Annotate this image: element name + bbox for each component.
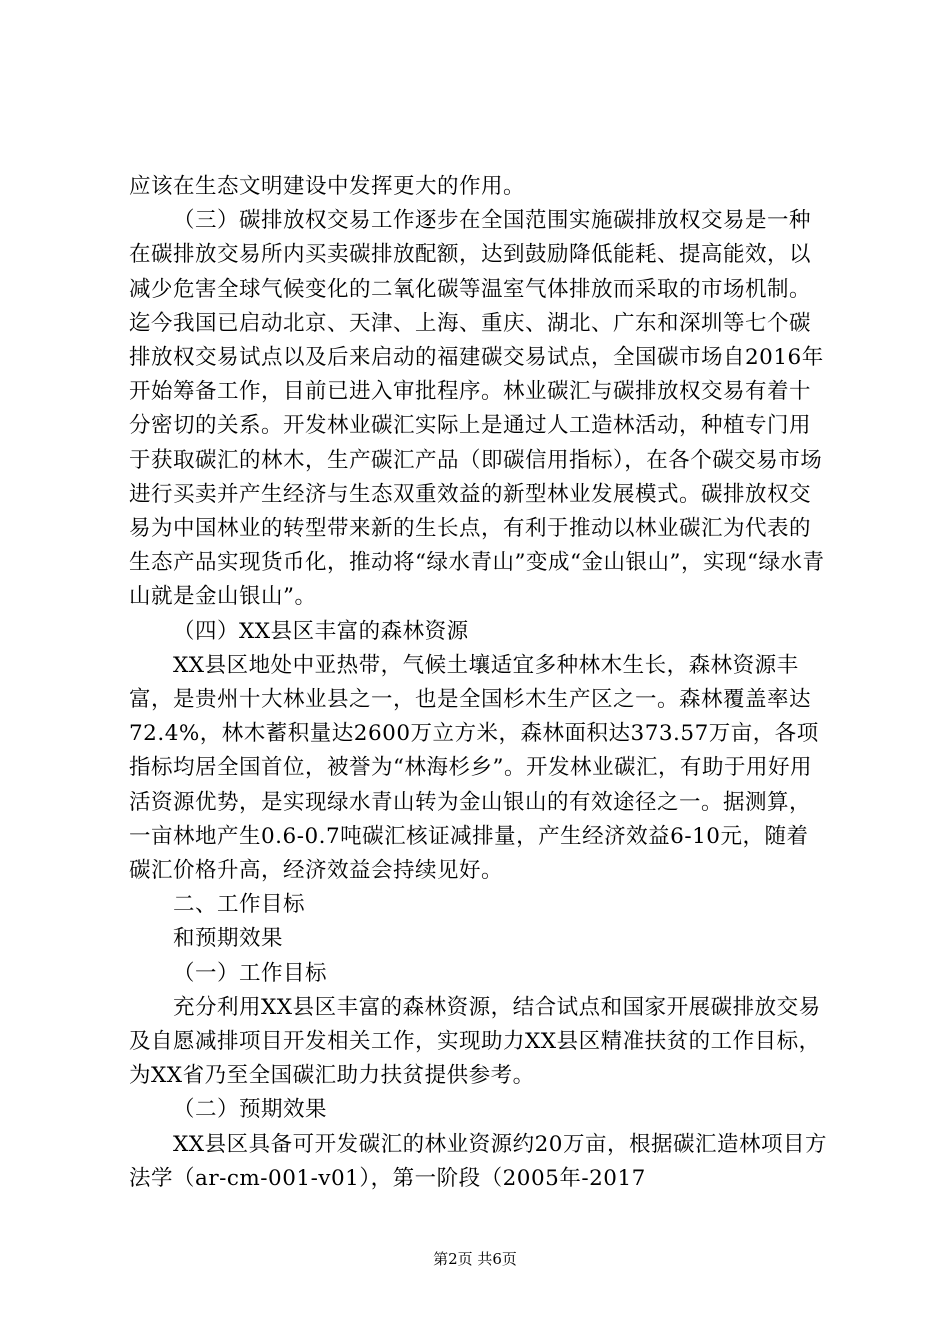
paragraph-forest-resources: XX县区地处中亚热带，气候土壤适宜多种林木生长，森林资源丰富，是贵州十大林业县之一，也是全国杉木生产区之一。森林覆盖率达72.4%，林木蓄积量达2600万立方米，森林面积达373.57万亩，各项指标均居全国首位，被誉为“林海杉乡”。开发林业碳汇，有助于用好用活资源优势，是实现绿水青山转为金山银山的有效途径之一。据测算，一亩林地产生0.6-0.7吨碳汇核证减排量，产生经济效益6-10元，随着碳汇价格升高，经济效益会持续见好。 — [129, 652, 819, 884]
heading-forest-resources: （四）XX县区丰富的森林资源 — [173, 618, 469, 644]
heading-expected-effects: （二）预期效果 — [173, 1097, 328, 1123]
paragraph-expected-effects: XX县区具备可开发碳汇的林业资源约20万亩，根据碳汇造林项目方法学（ar-cm-001-v01），第一阶段（2005年-2017 — [129, 1131, 827, 1191]
heading-work-goals: 二、工作目标 — [173, 892, 306, 918]
paragraph-continuation: 应该在生态文明建设中发挥更大的作用。 — [129, 174, 526, 199]
paragraph-goal-one: 充分利用XX县区丰富的森林资源，结合试点和国家开展碳排放交易及自愿减排项目开发相关工作，实现助力XX县区精准扶贫的工作目标，为XX省乃至全国碳汇助力扶贫提供参考。 — [129, 994, 821, 1089]
page-number: 第2页 共6页 — [433, 1250, 517, 1268]
document-body — [129, 170, 829, 1196]
heading-work-goals-cont: 和预期效果 — [173, 926, 284, 952]
paragraph-carbon-trading: （三）碳排放权交易工作逐步在全国范围实施碳排放权交易是一种在碳排放交易所内买卖碳排放配额，达到鼓励降低能耗、提高能效，以减少危害全球气候变化的二氧化碳等温室气体排放而采取的市场机制。迄今我国已启动北京、天津、上海、重庆、湖北、广东和深圳等七个碳排放权交易试点以及后来启动的福建碳交易试点，全国碳市场自2016年开始筹备工作，目前已进入审批程序。林业碳汇与碳排放权交易有着十分密切的关系。开发林业碳汇实际上是通过人工造林活动，种植专门用于获取碳汇的林木，生产碳汇产品（即碳信用指标），在各个碳交易市场进行买卖并产生经济与生态双重效益的新型林业发展模式。碳排放权交易为中国林业的转型带来新的生长点，有利于推动以林业碳汇为代表的生态产品实现货币化，推动将“绿水青山”变成“金山银山”，实现“绿水青山就是金山银山”。 — [129, 208, 825, 610]
heading-goal-one: （一）工作目标 — [173, 960, 328, 986]
